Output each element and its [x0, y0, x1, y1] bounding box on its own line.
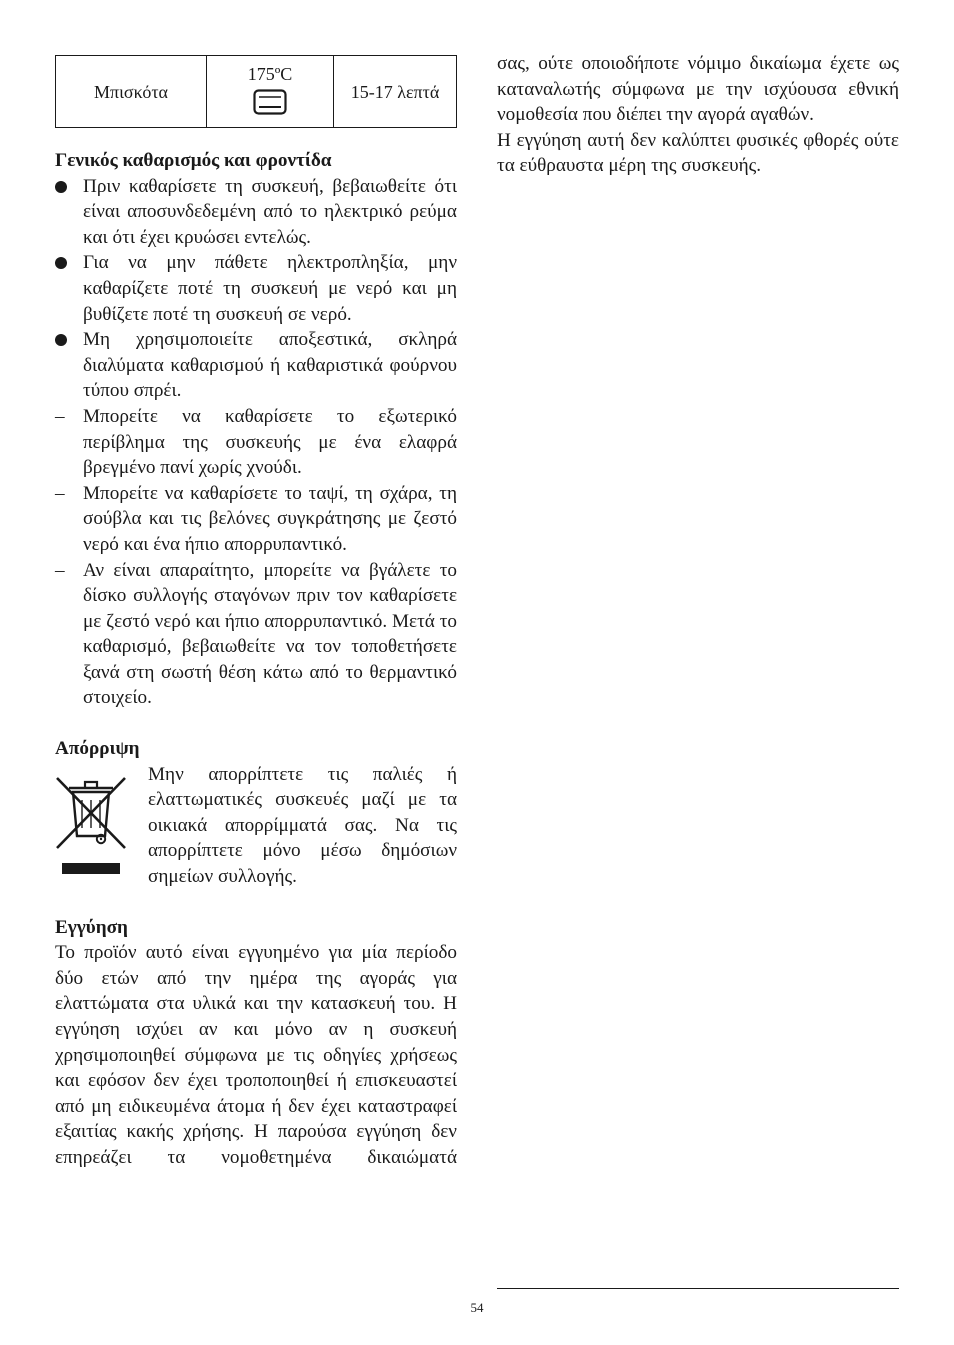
list-item-text: Μπορείτε να καθαρίσετε το εξωτερικό περίβλημα της συσκευής με ένα ελαφρά βρεγμένο πανί χωρίς χνούδι. [83, 405, 457, 479]
disposal-heading: Απόρριψη [55, 738, 140, 760]
bullet-dot-icon [55, 327, 75, 354]
dash-marker: – [55, 405, 65, 427]
list-item [55, 327, 457, 404]
footer-divider [497, 1288, 899, 1289]
temperature-value: 175ºC [247, 63, 293, 84]
warranty-paragraph: Το προϊόν αυτό είναι εγγυημένο για μία περίοδο δύο ετών από την ημέρα της αγοράς για ελαττώματα στα υλικά και την κατασκευή του. Η εγγύηση ισχύει αν και μόνο αν η συσκευή χρησιμοποιηθεί σύμφωνα με τις οδηγίες χρήσεως και εφόσον δεν έχει τροποποιηθεί ή επισκευαστεί από μη ειδικευμένα άτομα ή δεν έχει καταστραφεί εξαιτίας κακής χρήσης. Η παρούσα εγγύηση δεν επηρεάζει τα νομοθετημένα δικαιώματά [55, 942, 457, 1168]
cleaning-heading: Γενικός καθαρισμός και φροντίδα [55, 150, 332, 171]
page-number: 54 [470, 1300, 484, 1315]
list-item-text: Μπορείτε να καθαρίσετε το ταψί, τη σχάρα, τη σούβλα και τις βελόνες συγκράτησης με ζεστό νερό και ένα ήπιο απορρυπαντικό. [83, 482, 457, 555]
bullet-dot-icon [55, 250, 75, 277]
list-item [55, 558, 457, 712]
list-item-text: Αν είναι απαραίτητο, μπορείτε να βγάλετε το δίσκο συλλογής σταγόνων πριν τον καθαρίσετε με ζεστό νερό και ήπιο απορρυπαντικό. Μετά το καθαρισμό, βεβαιωθείτε να τον τοποθετήσετε ξανά στη σωστή θέση κάτω από το θερμαντικό στοιχείο. [83, 559, 457, 709]
list-item [55, 250, 457, 327]
recipe-table [55, 55, 457, 128]
bullet-dot-icon [55, 174, 75, 201]
list-item-text: Για να μην πάθετε ηλεκτροπληξία, μην καθαρίζετε ποτέ τη συσκευή με νερό και μη βυθίζετε ποτέ τη συσκευή σε νερό. [83, 252, 457, 325]
food-cell: Μπισκότα [56, 56, 207, 128]
list-item [55, 481, 457, 558]
disposal-text: Μην απορρίπτετε τις παλιές ή ελαττωματικές συσκευές μαζί με τα οικιακά απορρίμματά σας. Να τις απορρίπτετε μόνο μέσω δημόσιων σημείων συλλογής. [148, 763, 457, 888]
oven-heating-icon [253, 89, 287, 115]
list-item [55, 174, 457, 251]
list-item-text: Μη χρησιμοποιείτε αποξεστικά, σκληρά διαλύματα καθαρισμού ή καθαριστικά φούρνου τύπου σπρέι. [83, 329, 457, 402]
cleaning-list [55, 174, 457, 711]
warranty-exclusions-paragraph: Η εγγύηση αυτή δεν καλύπτει φυσικές φθορές ούτε τα εύθραυστα μέρη της συσκευής. [497, 129, 899, 177]
dash-marker: – [55, 482, 65, 504]
dash-marker: – [55, 559, 65, 581]
crossed-out-wheelie-bin-icon [55, 766, 127, 874]
time-cell: 15-17 λεπτά [334, 56, 457, 128]
list-item-text: Πριν καθαρίσετε τη συσκευή, βεβαιωθείτε ότι είναι αποσυνδεδεμένη από το ηλεκτρικό ρεύμα και ότι έχει κρυώσει εντελώς. [83, 175, 457, 248]
warranty-paragraph-continued: σας, ούτε οποιοδήποτε νόμιμο δικαίωμα έχετε ως καταναλωτής σύμφωνα με την ισχύουσα εθνική νομοθεσία που διέπει την αγορά αγαθών. [497, 53, 899, 126]
temperature-cell [207, 56, 334, 128]
list-item [55, 404, 457, 481]
disposal-block [55, 762, 457, 890]
left-column [55, 55, 457, 1171]
warranty-heading: Εγγύηση [55, 916, 128, 938]
table-row [56, 56, 457, 128]
right-column [497, 51, 899, 179]
